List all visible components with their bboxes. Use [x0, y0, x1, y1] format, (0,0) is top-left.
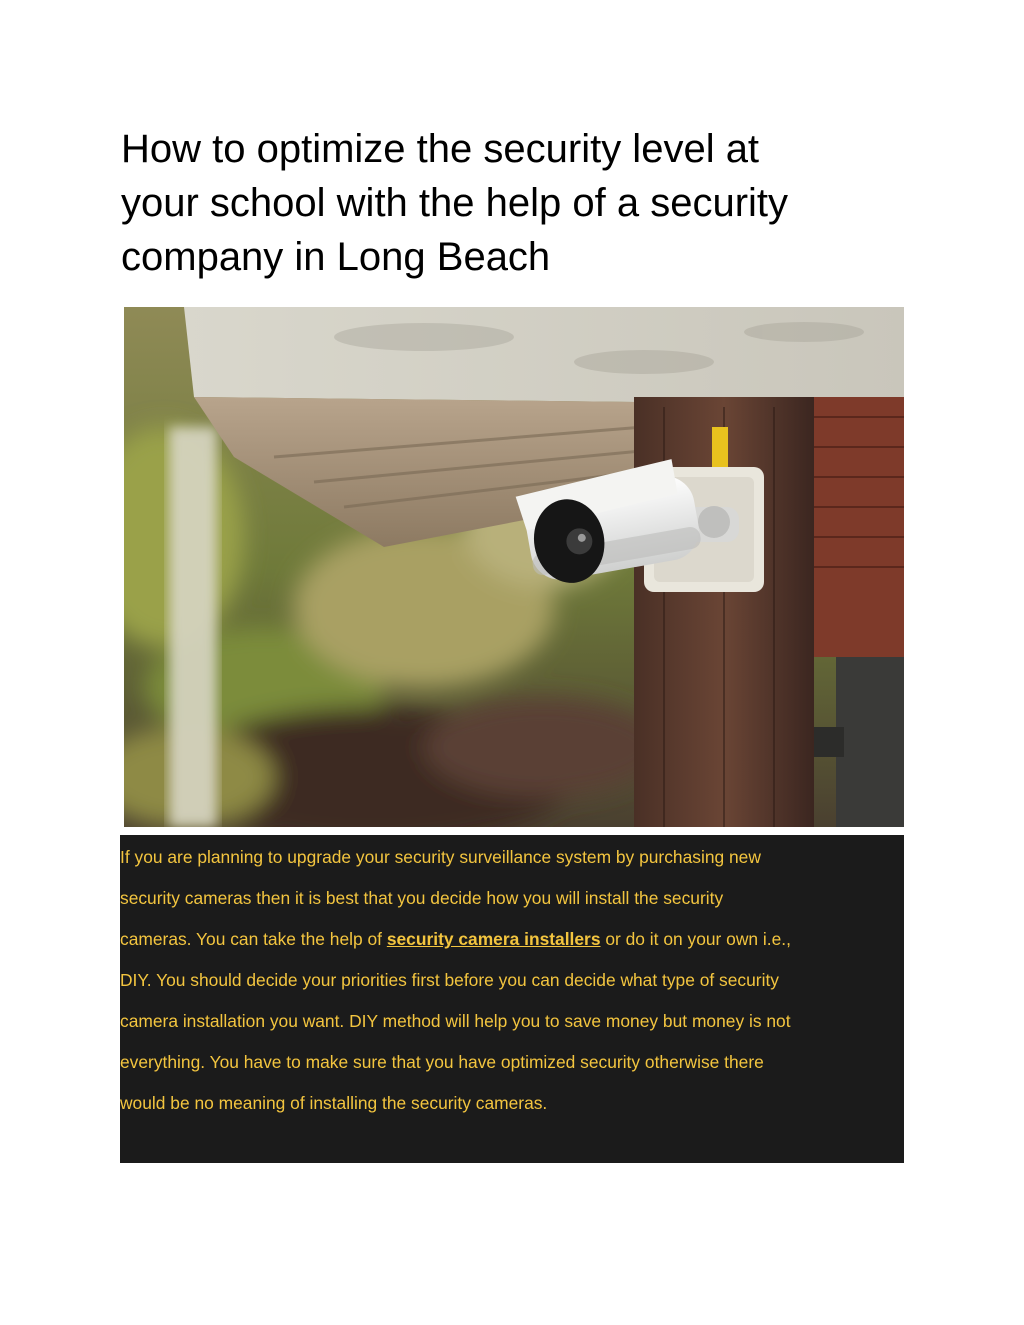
security-camera-photo: [124, 307, 904, 827]
title-line: company in Long Beach: [121, 235, 551, 279]
paragraph-line: security cameras then it is best that you decide how you will install the security: [120, 888, 724, 908]
security-camera-illustration: [124, 307, 904, 827]
paragraph-text: or do it on your own i.e.,: [600, 929, 791, 949]
paragraph-line: camera installation you want. DIY method will help you to save money but money is not: [120, 1011, 791, 1031]
paragraph-line: If you are planning to upgrade your security surveillance system by purchasing new: [120, 847, 761, 867]
intro-paragraph: [120, 837, 904, 1124]
paragraph-line: DIY. You should decide your priorities first before you can decide what type of security: [120, 970, 779, 990]
paragraph-line: would be no meaning of installing the security cameras.: [120, 1093, 548, 1113]
intro-paragraph-box: [120, 835, 904, 1163]
page-title: [121, 122, 911, 284]
paragraph-text: cameras. You can take the help of: [120, 929, 387, 949]
paragraph-line: everything. You have to make sure that you have optimized security otherwise there: [120, 1052, 764, 1072]
paragraph-line-with-link: [120, 919, 904, 960]
title-line: your school with the help of a security: [121, 181, 789, 225]
title-line: How to optimize the security level at: [121, 127, 760, 171]
security-camera-installers-link[interactable]: security camera installers: [386, 929, 601, 949]
